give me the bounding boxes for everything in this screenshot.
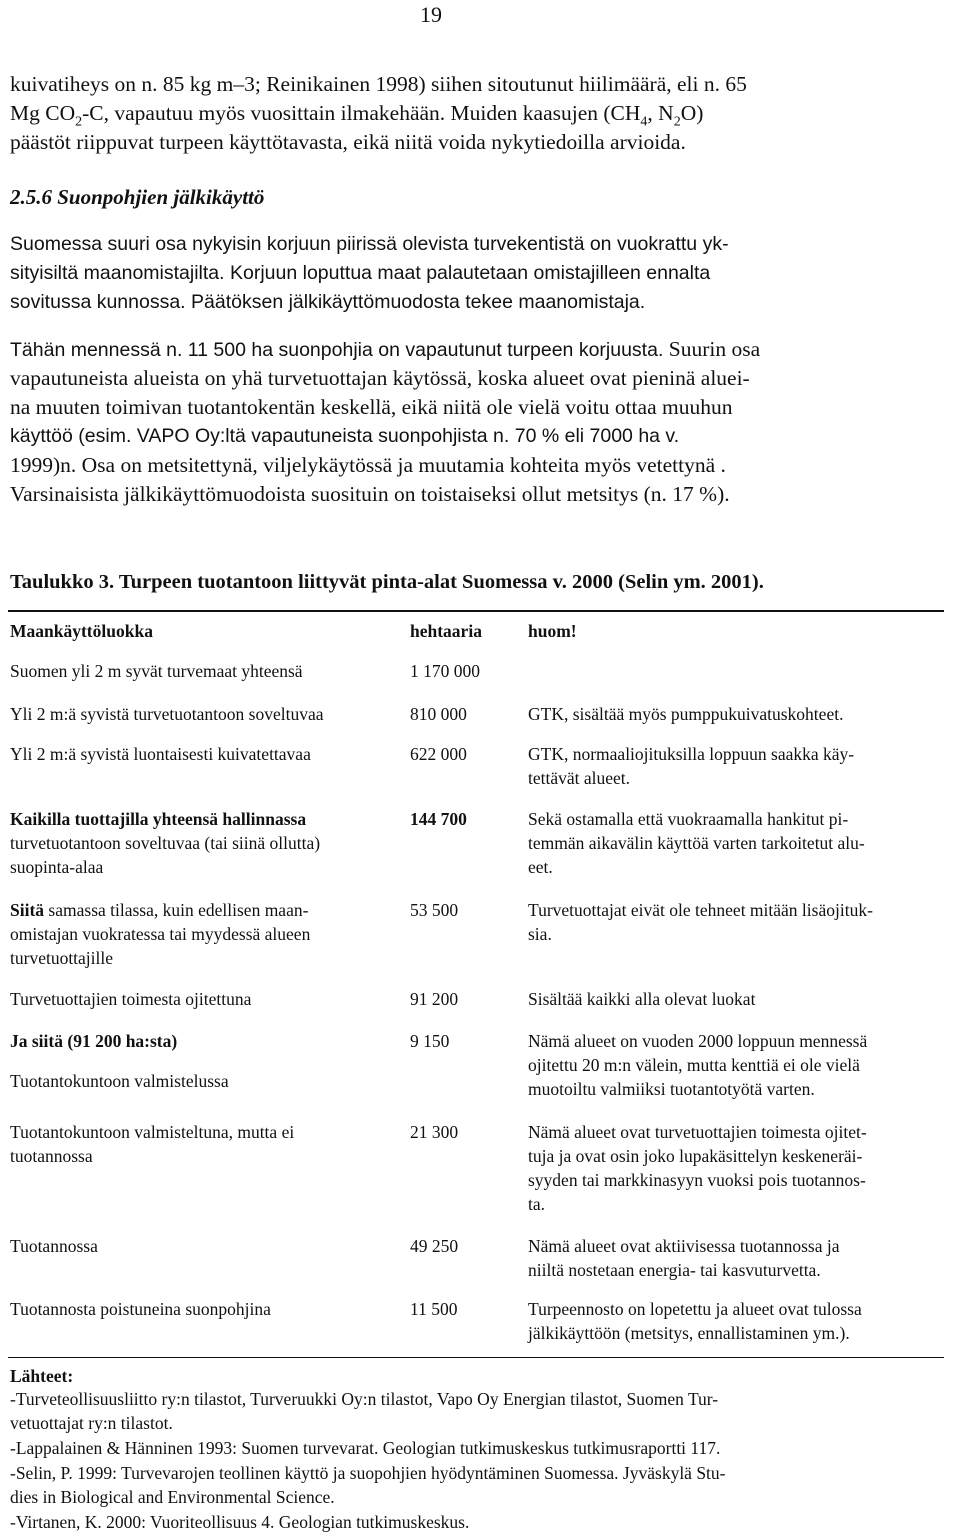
table-row-label: Tuotannosta poistuneina suonpohjina bbox=[10, 1299, 271, 1319]
table-row-note: niiltä nostetaan energia- tai kasvuturvetta. bbox=[528, 1260, 821, 1280]
table-row-value: 21 300 bbox=[410, 1122, 459, 1142]
intro-line-2-a: Mg CO bbox=[10, 101, 76, 125]
table-row-label: Suomen yli 2 m syvät turvemaat yhteensä bbox=[10, 661, 303, 681]
intro-line-2-c: , N bbox=[647, 101, 674, 125]
source-line: -Selin, P. 1999: Turvevarojen teollinen käyttö ja suopohjien hyödyntäminen Suomessa. Jyväskylä Stu- bbox=[10, 1463, 726, 1483]
table-row-note: Turpeennosto on lopetettu ja alueet ovat tulossa bbox=[528, 1299, 862, 1319]
source-line: vetuottajat ry:n tilastot. bbox=[10, 1413, 173, 1433]
table-bottom-rule bbox=[8, 1357, 944, 1358]
para2-line-1 bbox=[10, 335, 760, 365]
table-row-label: Tuotannossa bbox=[10, 1236, 98, 1256]
section-heading bbox=[10, 183, 264, 212]
table-row-note: Sekä ostamalla että vuokraamalla hankitut pi- bbox=[528, 809, 849, 829]
table-row-label: turvetuottajille bbox=[10, 948, 114, 968]
source-line: -Turveteollisuusliitto ry:n tilastot, Turveruukki Oy:n tilastot, Vapo Oy Energian tilastot, Suomen Tur- bbox=[10, 1389, 719, 1409]
table-row-note: temmän aikavälin käyttöä varten tarkoitetut alu- bbox=[528, 833, 865, 853]
table-row-label: Yli 2 m:ä syvistä turvetuotantoon soveltuvaa bbox=[10, 704, 324, 724]
header-hectares: hehtaaria bbox=[410, 621, 482, 641]
table-row-label-tail: samassa tilassa, kuin edellisen maan- bbox=[44, 900, 309, 920]
table-row-value: 49 250 bbox=[410, 1236, 459, 1256]
table-row-note: jälkikäyttöön (metsitys, ennallistaminen ym.). bbox=[528, 1323, 850, 1343]
table-row-note: tettävät alueet. bbox=[528, 768, 631, 788]
source-line: -Virtanen, K. 2000: Vuoriteollisuus 4. Geologian tutkimuskeskus. bbox=[10, 1512, 470, 1532]
table-row-label: Turvetuottajien toimesta ojitettuna bbox=[10, 989, 252, 1009]
table-row-note: tuja ja ovat osin joko lupakäsittelyn keskeneräi- bbox=[528, 1146, 863, 1166]
table-row-note: eet. bbox=[528, 857, 553, 877]
intro-line-3: päästöt riippuvat turpeen käyttötavasta, eikä niitä voida nykytiedoilla arvioida. bbox=[10, 130, 686, 154]
table-top-rule bbox=[8, 610, 944, 612]
table-row-label: Tuotantokuntoon valmistelussa bbox=[10, 1071, 229, 1091]
intro-sub-1: 2 bbox=[75, 114, 83, 130]
table-row-value: 11 500 bbox=[410, 1299, 458, 1319]
table-row-note: GTK, sisältää myös pumppukuivatuskohteet. bbox=[528, 704, 844, 724]
table-row-note: Sisältää kaikki alla olevat luokat bbox=[528, 989, 756, 1009]
source-line: dies in Biological and Environmental Science. bbox=[10, 1487, 335, 1507]
table-row-value: 1 170 000 bbox=[410, 661, 480, 681]
table-row-label: tuotannossa bbox=[10, 1146, 93, 1166]
intro-sub-3: 2 bbox=[673, 114, 681, 130]
header-note: huom! bbox=[528, 621, 577, 641]
table-row-value: 9 150 bbox=[410, 1031, 450, 1051]
source-line: -Lappalainen & Hänninen 1993: Suomen turvevarat. Geologian tutkimuskeskus tutkimusraportti 117. bbox=[10, 1438, 721, 1458]
table-row-note: Turvetuottajat eivät ole tehneet mitään lisäojituk- bbox=[528, 900, 873, 920]
table-row-note: sia. bbox=[528, 924, 552, 944]
para2-line-1-b: Suurin osa bbox=[668, 337, 761, 361]
intro-line-2-b: -C, vapautuu myös vuosittain ilmakehään. Muiden kaasujen (CH bbox=[82, 101, 641, 125]
table-row-note: ta. bbox=[528, 1194, 546, 1214]
intro-line-2-d: O) bbox=[680, 101, 704, 125]
para2-line-1-a: Tähän mennessä n. 11 500 ha suonpohjia on vapautunut turpeen korjuusta. bbox=[10, 339, 664, 361]
table-row-label bbox=[10, 898, 308, 922]
page-number: 19 bbox=[420, 2, 442, 27]
table-row-label: Yli 2 m:ä syvistä luontaisesti kuivatettavaa bbox=[10, 744, 311, 764]
para1-line-2: sityisiltä maanomistajilta. Korjuun loputtua maat palautetaan omistajilleen ennalta bbox=[10, 262, 711, 284]
table-row-value: 144 700 bbox=[410, 809, 467, 829]
table-row-note: Nämä alueet ovat turvetuottajien toimesta ojitet- bbox=[528, 1122, 867, 1142]
table-row-label-bold: Ja siitä (91 200 ha:sta) bbox=[10, 1031, 178, 1051]
table-row-label: Tuotantokuntoon valmisteltuna, mutta ei bbox=[10, 1122, 295, 1142]
para2-line-3: na muuten toimivan tuotantokentän keskellä, eikä niitä ole vielä voitu ottaa muuhun bbox=[10, 395, 733, 419]
table-row-value: 91 200 bbox=[410, 989, 459, 1009]
table-row-value: 622 000 bbox=[410, 744, 467, 764]
section-title: Suonpohjien jälkikäyttö bbox=[57, 185, 265, 209]
table-row-label: turvetuotantoon soveltuvaa (tai siinä ollutta) bbox=[10, 833, 321, 853]
header-class: Maankäyttöluokka bbox=[10, 621, 153, 641]
table-row-label: omistajan vuokratessa tai myydessä alueen bbox=[10, 924, 311, 944]
table-row-note: GTK, normaaliojituksilla loppuun saakka käy- bbox=[528, 744, 855, 764]
table-row-note: Nämä alueet on vuoden 2000 loppuun mennessä bbox=[528, 1031, 868, 1051]
para2-line-6: Varsinaisista jälkikäyttömuodoista suosituin on toistaiseksi ollut metsitys (n. 17 %). bbox=[10, 482, 730, 506]
table-row-label: suopinta-alaa bbox=[10, 857, 104, 877]
table-row-note: muotoiltu valmiiksi tuotantotyötä varten. bbox=[528, 1079, 815, 1099]
para1-line-1: Suomessa suuri osa nykyisin korjuun piirissä olevista turvekentistä on vuokrattu yk- bbox=[10, 233, 729, 255]
table-row-value: 810 000 bbox=[410, 704, 467, 724]
para1-line-3: sovitussa kunnossa. Päätöksen jälkikäyttömuodosta tekee maanomistaja. bbox=[10, 291, 646, 313]
table-row-value: 53 500 bbox=[410, 900, 459, 920]
para2-line-5: 1999)n. Osa on metsitettynä, viljelykäytössä ja muutamia kohteita myös vetettynä . bbox=[10, 453, 726, 477]
intro-line-1: kuivatiheys on n. 85 kg m–3; Reinikainen 1998) siihen sitoutunut hiilimäärä, eli n. 65 bbox=[10, 72, 747, 96]
sources-heading: Lähteet: bbox=[10, 1366, 74, 1386]
table-row-note: ojitettu 20 m:n välein, mutta kenttiä ei ole vielä bbox=[528, 1055, 860, 1075]
para2-line-2: vapautuneista alueista on yhä turvetuottajan käytössä, koska alueet ovat pieninä aluei- bbox=[10, 366, 750, 390]
table-row-label-bold: Siitä bbox=[10, 900, 45, 920]
table-row-label-bold: Kaikilla tuottajilla yhteensä hallinnassa bbox=[10, 809, 307, 829]
table-row-note: Nämä alueet ovat aktiivisessa tuotannossa ja bbox=[528, 1236, 840, 1256]
intro-sub-2: 4 bbox=[640, 114, 648, 130]
table-caption: Taulukko 3. Turpeen tuotantoon liittyvät pinta-alat Suomessa v. 2000 (Selin ym. 2001). bbox=[10, 571, 764, 593]
table-row-note: syyden tai markkinasyyn vuoksi pois tuotannos- bbox=[528, 1170, 866, 1190]
section-number: 2.5.6 bbox=[10, 185, 52, 209]
para2-line-4: käyttöö (esim. VAPO Oy:ltä vapautuneista suonpohjista n. 70 % eli 7000 ha v. bbox=[10, 425, 680, 447]
